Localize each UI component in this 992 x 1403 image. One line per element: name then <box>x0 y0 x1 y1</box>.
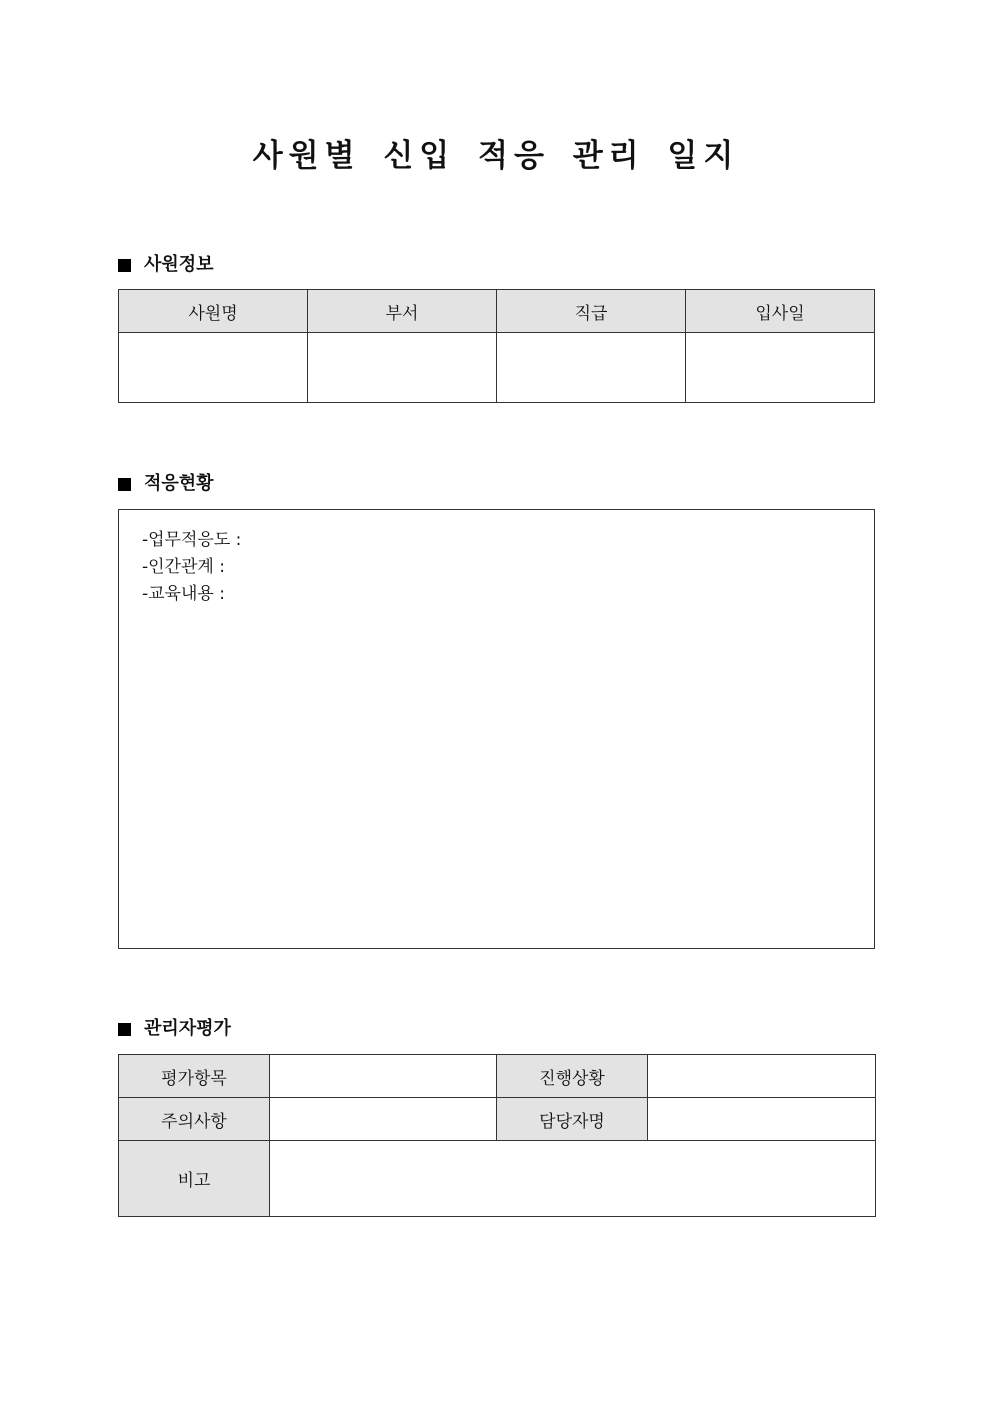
table-row <box>119 333 875 403</box>
column-header-department: 부서 <box>308 290 497 333</box>
section-adaptation <box>118 471 214 497</box>
progress-label: 진행상황 <box>497 1055 648 1098</box>
section-employee-info <box>118 252 214 278</box>
progress-value[interactable] <box>648 1055 876 1098</box>
table-row <box>119 1055 876 1098</box>
caution-value[interactable] <box>270 1098 497 1141</box>
eval-item-value[interactable] <box>270 1055 497 1098</box>
remarks-label: 비고 <box>119 1141 270 1217</box>
table-row <box>119 1141 876 1217</box>
column-header-join-date: 입사일 <box>686 290 875 333</box>
column-header-name: 사원명 <box>119 290 308 333</box>
section-manager-eval <box>118 1016 231 1042</box>
table-row <box>119 1098 876 1141</box>
section-heading: 관리자평가 <box>144 1018 231 1039</box>
section-heading: 적응현황 <box>144 473 214 494</box>
employee-name-cell[interactable] <box>119 333 308 403</box>
table-header-row <box>119 290 875 333</box>
employee-info-table <box>118 289 875 403</box>
relationship-line: -인간관계 : <box>142 557 225 577</box>
document-title: 사원별 신입 적응 관리 일지 <box>252 138 740 174</box>
square-bullet-icon <box>118 478 131 491</box>
adaptation-status-box[interactable] <box>118 509 875 949</box>
square-bullet-icon <box>118 1023 131 1036</box>
department-cell[interactable] <box>308 333 497 403</box>
section-heading: 사원정보 <box>144 254 214 275</box>
eval-item-label: 평가항목 <box>119 1055 270 1098</box>
remarks-value[interactable] <box>270 1141 876 1217</box>
manager-name-value[interactable] <box>648 1098 876 1141</box>
training-line: -교육내용 : <box>142 584 225 604</box>
join-date-cell[interactable] <box>686 333 875 403</box>
column-header-position: 직급 <box>497 290 686 333</box>
manager-name-label: 담당자명 <box>497 1098 648 1141</box>
square-bullet-icon <box>118 259 131 272</box>
caution-label: 주의사항 <box>119 1098 270 1141</box>
manager-eval-table <box>118 1054 876 1217</box>
position-cell[interactable] <box>497 333 686 403</box>
work-adaptation-line: -업무적응도 : <box>142 530 242 550</box>
